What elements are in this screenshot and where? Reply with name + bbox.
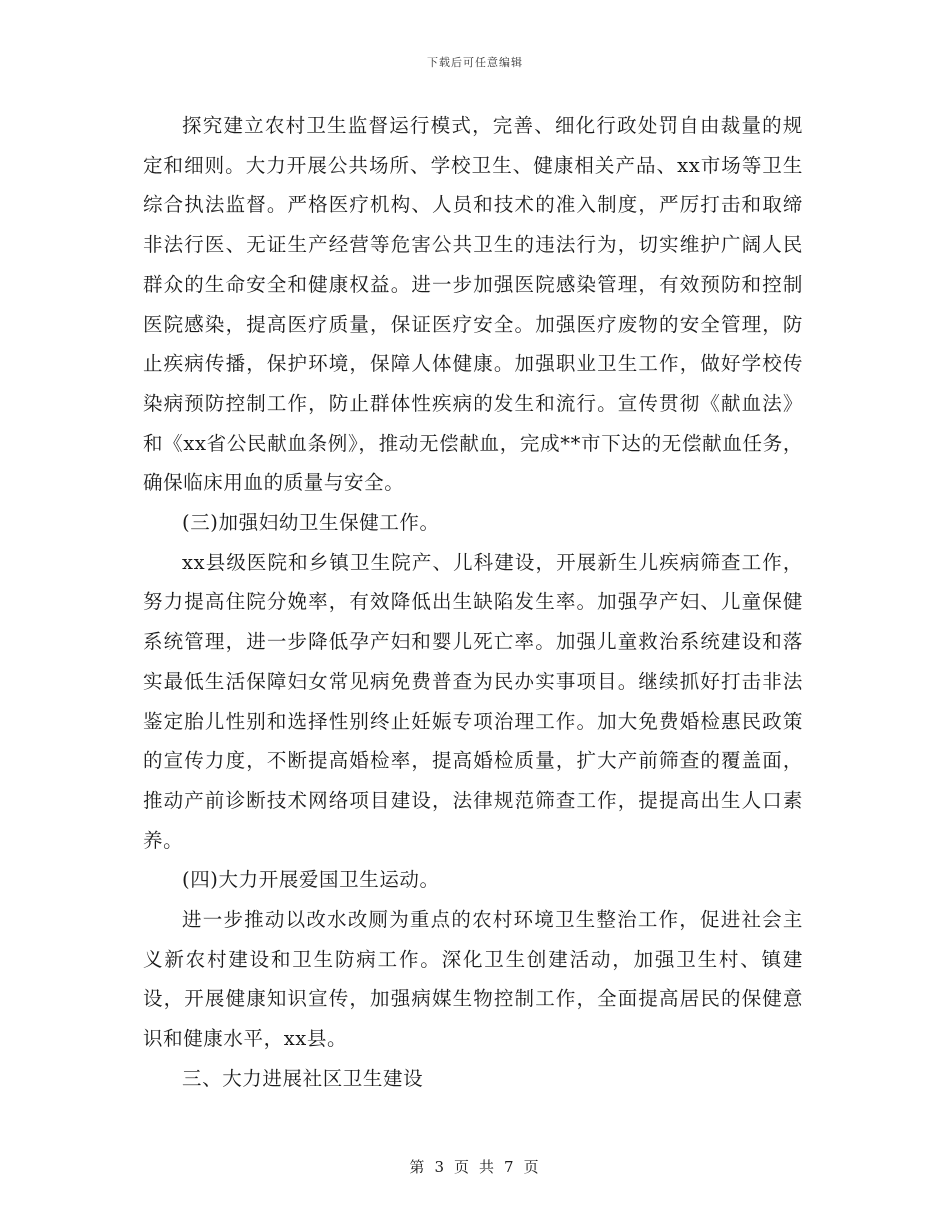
footer-suffix: 页 [523, 1158, 541, 1176]
footer-total-pages: 7 [504, 1158, 516, 1176]
footer-current-page: 3 [434, 1158, 446, 1176]
footer-prefix: 第 [409, 1158, 427, 1176]
paragraph-patriotic-health: 进一步推动以改水改厕为重点的农村环境卫生整治工作，促进社会主义新农村建设和卫生防病工作。深化卫生创建活动，加强卫生村、镇建设，开展健康知识宣传，加强病媒生物控制工作，全面提高居民的保健意识和健康水平，xx县。 [143, 908, 803, 1051]
paragraph-maternal-child-health: xx县级医院和乡镇卫生院产、儿科建设，开展新生儿疾病筛查工作，努力提高住院分娩率，有效降低出生缺陷发生率。加强孕产妇、儿童保健系统管理，进一步降低孕产妇和婴儿死亡率。加强儿童救治系统建设和落实最低生活保障妇女常见病免费普查为民办实事项目。继续抓好打击非法鉴定胎儿性别和选择性别终止妊娠专项治理工作。加大免费婚检惠民政策的宣传力度，不断提高婚检率，提高婚检质量，扩大产前筛查的覆盖面，推动产前诊断技术网络项目建设，法律规范筛查工作，提提高出生人口素养。 [143, 550, 803, 852]
section-heading-patriotic-health: (四)大力开展爱国卫生运动。 [182, 868, 440, 892]
page-header-note: 下载后可任意编辑 [427, 56, 523, 69]
section-heading-community-health: 三、大力进展社区卫生建设 [182, 1066, 424, 1090]
footer-page-word: 页 [453, 1158, 471, 1176]
section-heading-maternal-child-health: (三)加强妇幼卫生保健工作。 [182, 511, 440, 535]
document-body [143, 106, 803, 1099]
page-footer [0, 1156, 950, 1177]
footer-total-word: 共 [479, 1158, 497, 1176]
paragraph-supervision: 探究建立农村卫生监督运行模式，完善、细化行政处罚自由裁量的规定和细则。大力开展公共场所、学校卫生、健康相关产品、xx市场等卫生综合执法监督。严格医疗机构、人员和技术的准入制度，严厉打击和取缔非法行医、无证生产经营等危害公共卫生的违法行为，切实维护广阔人民群众的生命安全和健康权益。进一步加强医院感染管理，有效预防和控制医院感染，提高医疗质量，保证医疗安全。加强医疗废物的安全管理，防止疾病传播，保护环境，保障人体健康。加强职业卫生工作，做好学校传染病预防控制工作，防止群体性疾病的发生和流行。宣传贯彻《献血法》和《xx省公民献血条例》，推动无偿献血，完成**市下达的无偿献血任务，确保临床用血的质量与安全。 [143, 114, 803, 495]
